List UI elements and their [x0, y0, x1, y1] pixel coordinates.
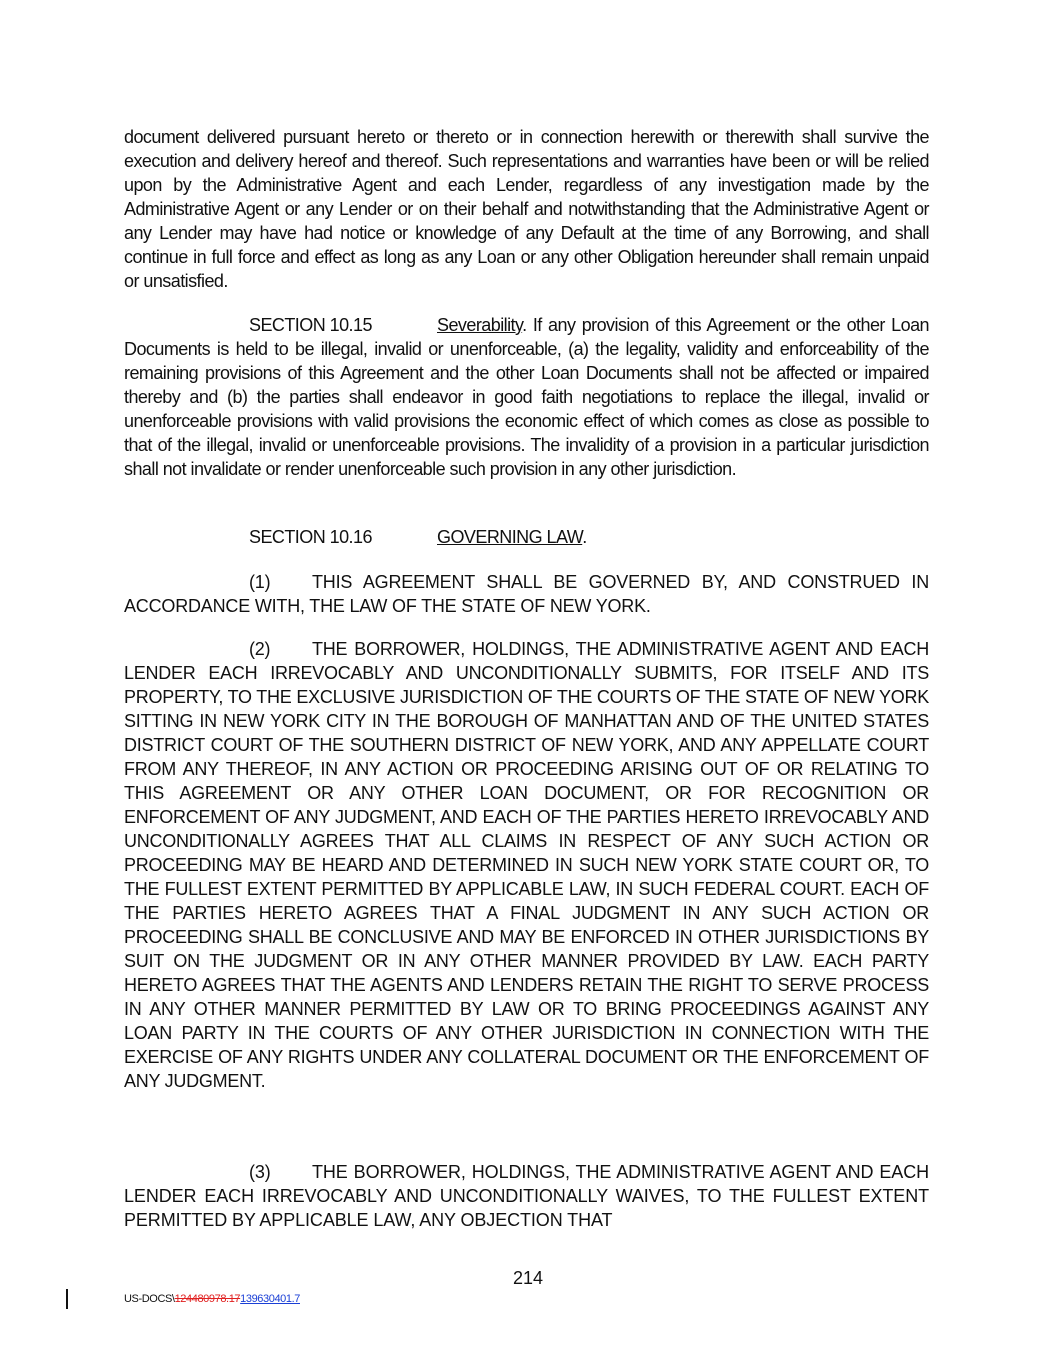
footer-prefix: US-DOCS\	[124, 1293, 175, 1305]
item-number: (3)	[249, 1162, 271, 1182]
paragraph-item-2	[124, 637, 929, 1093]
section-number: SECTION 10.16	[249, 527, 372, 547]
section-body: . If any provision of this Agreement or the other Loan Documents is held to be illegal, invalid or unenforceable, (a) the legality, validity and enforceability of the remaining provisions of this Agreement and the other Loan Documents shall not be affected or impaired thereby and (b) the parties shall endeavor in good faith negotiations to replace the illegal, invalid or unenforceable provisions with valid provisions the economic effect of which comes as close as possible to that of the illegal, invalid or unenforceable provisions. The invalidity of a provision in a particular jurisdiction shall not invalidate or render unenforceable such provision in any other jurisdiction.	[124, 315, 929, 479]
paragraph-item-3	[124, 1160, 929, 1232]
item-body: THE BORROWER, HOLDINGS, THE ADMINISTRATIVE AGENT AND EACH LENDER EACH IRREVOCABLY AND UNCONDITIONALLY WAIVES, TO THE FULLEST EXTENT PERMITTED BY APPLICABLE LAW, ANY OBJECTION THAT	[124, 1162, 929, 1230]
revision-change-bar	[66, 1289, 68, 1309]
section-10-15	[124, 313, 929, 481]
footer-deleted-id: 124480978.17	[174, 1293, 241, 1305]
section-10-16	[124, 525, 929, 549]
item-body: THE BORROWER, HOLDINGS, THE ADMINISTRATIVE AGENT AND EACH LENDER EACH IRREVOCABLY AND UNCONDITIONALLY SUBMITS, FOR ITSELF AND ITS PROPERTY, TO THE EXCLUSIVE JURISDICTION OF THE COURTS OF THE STATE OF NEW YORK SITTING IN NEW YORK CITY IN THE BOROUGH OF MANHATTAN AND OF THE UNITED STATES DISTRICT COURT OF THE SOUTHERN DISTRICT OF NEW YORK, AND ANY APPELLATE COURT FROM ANY THEREOF, IN ANY ACTION OR PROCEEDING ARISING OUT OF OR RELATING TO THIS AGREEMENT OR ANY OTHER LOAN DOCUMENT, OR FOR RECOGNITION OR ENFORCEMENT OF ANY JUDGMENT, AND EACH OF THE PARTIES HERETO IRREVOCABLY AND UNCONDITIONALLY AGREES THAT ALL CLAIMS IN RESPECT OF ANY SUCH ACTION OR PROCEEDING MAY BE HEARD AND DETERMINED IN SUCH NEW YORK STATE COURT OR, TO THE FULLEST EXTENT PERMITTED BY APPLICABLE LAW, IN SUCH FEDERAL COURT. EACH OF THE PARTIES HERETO AGREES THAT A FINAL JUDGMENT IN ANY SUCH ACTION OR PROCEEDING SHALL BE CONCLUSIVE AND MAY BE ENFORCED IN OTHER JURISDICTIONS BY SUIT ON THE JUDGMENT OR IN ANY OTHER MANNER PROVIDED BY LAW. EACH PARTY HERETO AGREES THAT THE AGENTS AND LENDERS RETAIN THE RIGHT TO SERVE PROCESS IN ANY OTHER MANNER PERMITTED BY LAW OR TO BRING PROCEEDINGS AGAINST ANY LOAN PARTY IN THE COURTS OF ANY OTHER JURISDICTION IN CONNECTION WITH THE EXERCISE OF ANY RIGHTS UNDER ANY COLLATERAL DOCUMENT OR THE ENFORCEMENT OF ANY JUDGMENT.	[124, 639, 929, 1091]
footer-inserted-id: 139630401.7	[240, 1293, 300, 1305]
item-number: (2)	[249, 639, 271, 659]
paragraph-item-1	[124, 570, 929, 618]
paragraph-survival-text: document delivered pursuant hereto or thereto or in connection herewith or therewith shall survive the execution and delivery hereof and thereof. Such representations and warranties have been or will be relied upon by the Administrative Agent and each Lender, regardless of any investigation made by the Administrative Agent or any Lender or on their behalf and notwithstanding that the Administrative Agent or any Lender may have had notice or knowledge of any Default at the time of any Borrowing, and shall continue in full force and effect as long as any Loan or any other Obligation hereunder shall remain unpaid or unsatisfied.	[124, 127, 929, 291]
section-title: Severability	[437, 315, 523, 335]
paragraph-survival	[124, 125, 929, 293]
section-number: SECTION 10.15	[249, 315, 372, 335]
page-number: 214	[512, 1268, 544, 1288]
item-number: (1)	[249, 572, 271, 592]
section-title-suffix: .	[582, 527, 587, 547]
document-footer-id	[124, 1293, 300, 1305]
item-body: THIS AGREEMENT SHALL BE GOVERNED BY, AND CONSTRUED IN ACCORDANCE WITH, THE LAW OF THE STATE OF NEW YORK.	[124, 572, 929, 616]
section-title: GOVERNING LAW	[437, 527, 583, 547]
